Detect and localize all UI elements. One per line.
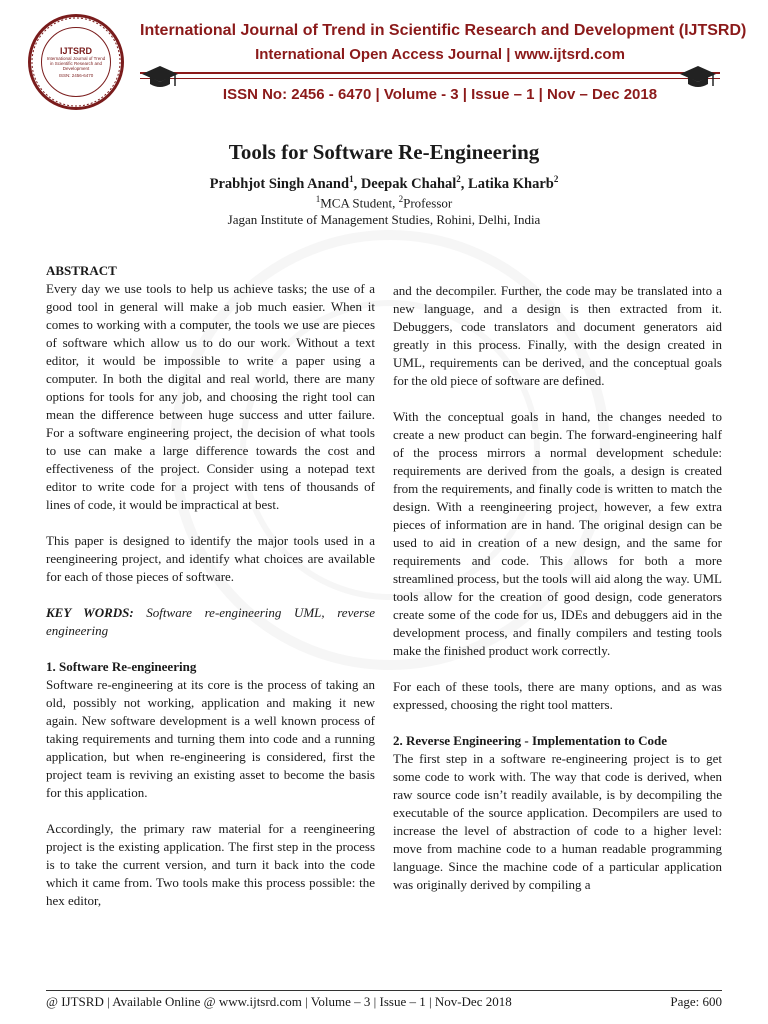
body-paragraph: With the conceptual goals in hand, the changes needed to create a new product can begin. The forward-engineering half of the process mirrors a normal development schedule: requirements are derived from the goals, a design is created from the requirements, and finally code is written to match the design. With a reengineering project, however, a few extra pieces of information are in hand. The original design can be used to aid in creation of a new design, and the same for requirements and code. This allows for both a more streamlined process, but the tools will aid along the way. UML tools allow for the creation of good design, code generators create some of the code for us, IDEs and debuggers aid in the development process, and finally compilers and testing tools make the finished product work correctly. — [393, 409, 722, 658]
section-heading: 2. Reverse Engineering - Implementation to Code — [393, 733, 668, 748]
journal-subtitle: International Open Access Journal | www.ijtsrd.com — [255, 46, 625, 63]
logo-issn: ISSN: 2456-6470 — [58, 73, 94, 78]
issn-line: ISSN No: 2456 - 6470 | Volume - 3 | Issue – 1 | Nov – Dec 2018 — [222, 86, 658, 103]
logo-text: International Journal of Trend in Scientific Research and Development — [46, 56, 106, 71]
header-divider — [140, 72, 720, 74]
author-sup: 1 — [349, 174, 354, 184]
left-column — [46, 262, 375, 928]
body-paragraph: Accordingly, the primary raw material for a reengineering project is the existing application. The first step in the process is to take the current version, and turn it back into the code which it came from. Two tools make this process possible: the hex editor, — [46, 821, 375, 908]
page-number: Page: 600 — [670, 994, 722, 1009]
author-name: Deepak Chahal — [360, 175, 457, 192]
footer-divider — [46, 990, 722, 991]
footer-citation: @ IJTSRD | Available Online @ www.ijtsrd.com | Volume – 3 | Issue – 1 | Nov-Dec 2018 — [46, 994, 512, 1009]
abstract-heading: ABSTRACT — [46, 263, 117, 278]
journal-header — [0, 0, 768, 120]
affil-role: Professor — [403, 195, 453, 211]
header-divider-thin — [140, 78, 720, 79]
body-paragraph: The first step in a software re-engineering project is to get some code to work with. The way that code is derived, when raw source code isn’t readily available, is by decompiling the executable of the source application. Decompilers are used to increase the level of abstraction of code to a higher level: move from machine code to a human readable programming language. Since the machine code of a particular application was originally derived by compiling a — [393, 751, 722, 892]
author-sup: 2 — [456, 174, 461, 184]
affil-role: MCA Student, — [320, 195, 399, 211]
graduation-cap-icon — [678, 62, 718, 92]
body-paragraph: This paper is designed to identify the major tools used in a reengineering project, and identify what choices are available for each of those pieces of software. — [46, 533, 375, 584]
body-paragraph: For each of these tools, there are many options, and as was expressed, choosing the right tool matters. — [393, 679, 722, 712]
abstract-text: Every day we use tools to help us achieve tasks; the use of a good tool in general will make a job much easier. When it comes to working with a computer, the tools we use are pieces of software which allow us to do our work. Without a text editor, it would be impossible to write a paper using a computer. In both the digital and real world, there are many options for tools for any job, and choosing the right tool can mean the difference between huge success and utter failure. For a software engineering project, the decision of what tools to use can make a large difference towards the cost and effectiveness of the project. Consider using a notepad text editor to write code for a project with tens of thousands of lines of code, it would be impractical at best. — [46, 281, 375, 512]
affil-sup: 1 — [315, 194, 321, 204]
keywords — [46, 604, 375, 640]
logo-seal — [41, 27, 111, 97]
paper-title: Tools for Software Re-Engineering — [228, 140, 540, 164]
body-paragraph: and the decompiler. Further, the code may be translated into a new language, and a design is then extracted from it. Debuggers, code translators and document generators aid greatly in this process. Finally, with the design created in UML, requirements can be derived, and the conceptual goals for the old piece of software are defined. — [393, 283, 722, 388]
author-sup: 2 — [553, 174, 559, 184]
author-name: Prabhjot Singh Anand — [209, 175, 350, 192]
author-affiliation — [0, 194, 768, 211]
body-paragraph: Software re-engineering at its core is the process of taking an old, possibly not working, application and making it new again. New software development is a well known process of taking requirements and turning them into code and a running application, but when re-engineering is considered, first the project team is reviving an existing asset to become the basis for this application. — [46, 677, 375, 800]
right-column — [393, 282, 722, 912]
page-footer — [46, 994, 722, 1014]
logo-abbrev: IJTSRD — [59, 46, 92, 56]
journal-logo — [28, 14, 124, 110]
affil-sup: 2 — [398, 194, 404, 204]
section-heading: 1. Software Re-engineering — [46, 659, 197, 674]
author-name: Latika Kharb — [468, 175, 554, 192]
keywords-label: KEY WORDS: — [46, 605, 134, 620]
graduation-cap-icon — [140, 62, 180, 92]
author-list: Prabhjot Singh Anand$^1$, Deepak Chahal$^2$, Latika Kharb$^2$ — [209, 174, 559, 192]
keywords-text: Software re-engineering UML, reverse engineering — [46, 605, 376, 638]
journal-title: International Journal of Trend in Scientific Research and Development (IJTSRD) — [140, 22, 747, 39]
institute: Jagan Institute of Management Studies, Rohini, Delhi, India — [227, 212, 541, 227]
